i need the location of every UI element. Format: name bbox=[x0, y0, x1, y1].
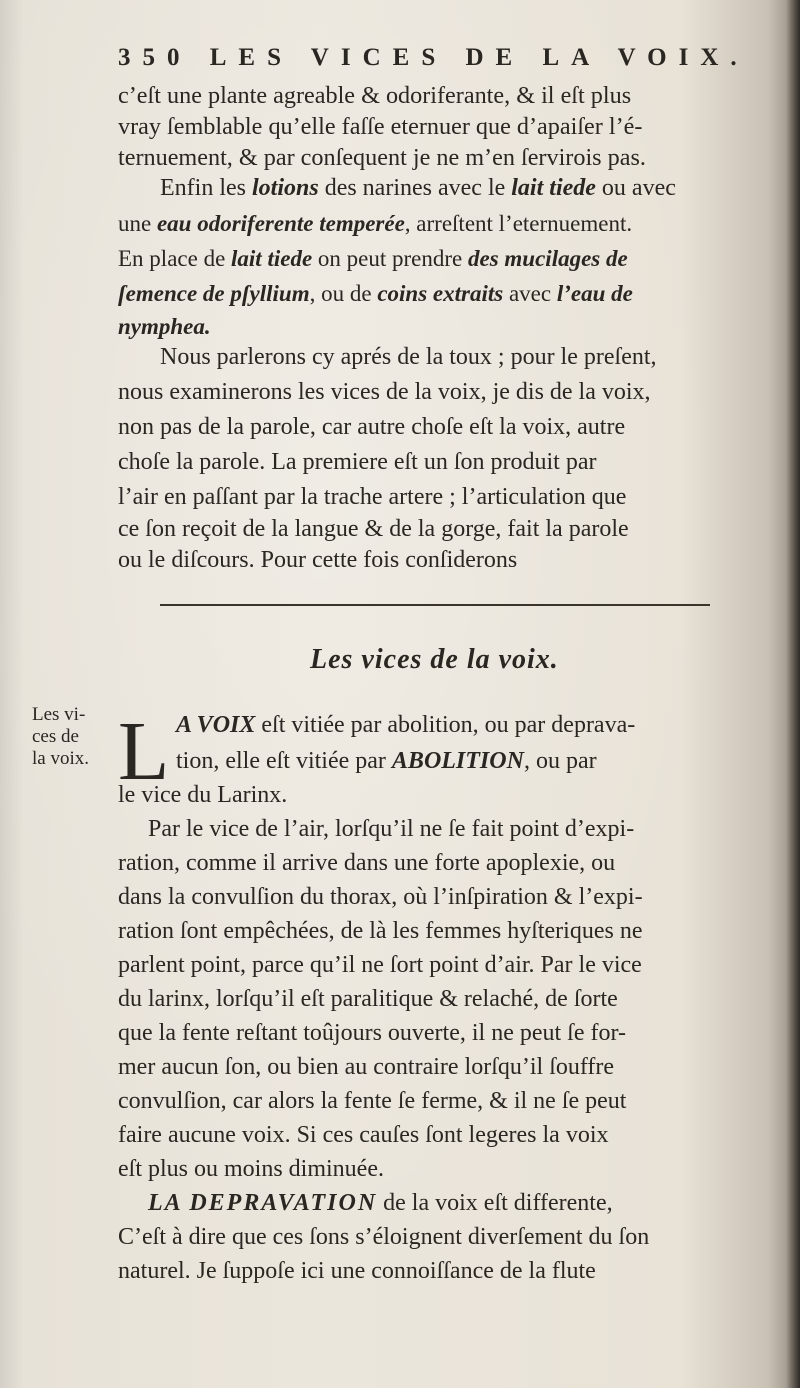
text-line: choſe la parole. La premiere eſt un ſon produit par bbox=[118, 449, 597, 475]
text-line: ternuement, & par conſequent je ne m’en ſervirois pas. bbox=[118, 144, 646, 171]
text-line bbox=[160, 173, 676, 204]
text-line: naturel. Je ſuppoſe ici une connoiſſance de la flute bbox=[118, 1258, 596, 1284]
text-run: on peut prendre bbox=[312, 246, 468, 271]
text-line: l’air en paſſant par la trache artere ; l’articulation que bbox=[118, 484, 627, 510]
text-line: convulſion, car alors la fente ſe ferme, & il ne ſe peut bbox=[118, 1088, 627, 1114]
text-run: avec bbox=[503, 281, 557, 306]
text-run: coins extraits bbox=[377, 281, 504, 306]
text-line bbox=[118, 311, 211, 342]
text-run: de la voix eſt differente, bbox=[377, 1190, 613, 1216]
text-line: parlent point, parce qu’il ne ſort point d’air. Par le vice bbox=[118, 952, 642, 978]
text-line bbox=[118, 278, 633, 309]
text-run: A VOIX bbox=[176, 712, 256, 738]
margin-note bbox=[32, 704, 112, 770]
text-line: le vice du Larinx. bbox=[118, 782, 288, 808]
text-run: , arreſtent l’eternuement. bbox=[404, 211, 633, 236]
margin-note-line: Les vi- bbox=[32, 704, 86, 725]
text-run: des mucilages de bbox=[468, 246, 628, 271]
text-line bbox=[176, 710, 635, 741]
text-line: ration ſont empêchées, de là les femmes hyſteriques ne bbox=[118, 918, 643, 944]
text-line: vray ſemblable qu’elle faſſe eternuer que d’apaiſer l’é- bbox=[118, 113, 643, 140]
text-run: eau odoriferente temperée bbox=[156, 211, 405, 236]
running-head: 350 LES VICES DE LA VOIX. bbox=[118, 44, 749, 71]
text-line: non pas de la parole, car autre choſe eſt la voix, autre bbox=[118, 414, 626, 440]
text-line: ce ſon reçoit de la langue & de la gorge, fait la parole bbox=[118, 516, 629, 542]
text-line: nous examinerons les vices de la voix, je dis de la voix, bbox=[118, 379, 651, 405]
text-line: mer aucun ſon, ou bien au contraire lorſqu’il ſouffre bbox=[118, 1054, 615, 1080]
section-rule bbox=[160, 604, 710, 606]
text-run: nymphea. bbox=[118, 314, 211, 339]
text-line: dans la convulſion du thorax, où l’inſpiration & l’expi- bbox=[118, 884, 643, 910]
margin-note-line: la voix. bbox=[32, 748, 89, 769]
text-line bbox=[176, 746, 597, 777]
text-run: tion, elle eſt vitiée par bbox=[176, 748, 392, 774]
text-run: ABOLITION bbox=[391, 748, 524, 774]
text-line bbox=[118, 208, 632, 239]
drop-cap: L bbox=[118, 705, 170, 798]
text-line: eſt plus ou moins diminuée. bbox=[118, 1156, 384, 1182]
margin-note-line: ces de bbox=[32, 726, 79, 747]
text-run: des narines avec le bbox=[318, 175, 512, 201]
text-run: l’eau de bbox=[556, 281, 633, 306]
section-title: Les vices de la voix. bbox=[310, 644, 559, 675]
text-run: lait tiede bbox=[231, 246, 313, 271]
text-run: une bbox=[118, 211, 157, 236]
text-run: Enfin les bbox=[160, 175, 252, 201]
text-line: faire aucune voix. Si ces cauſes ſont legeres la voix bbox=[118, 1122, 609, 1148]
text-run: ou avec bbox=[595, 175, 676, 201]
text-line bbox=[148, 1188, 613, 1219]
text-run: , ou de bbox=[309, 281, 378, 306]
text-line: c’eſt une plante agreable & odoriferante, & il eſt plus bbox=[118, 82, 632, 109]
text-run: , ou par bbox=[523, 748, 597, 774]
text-line: Par le vice de l’air, lorſqu’il ne ſe fait point d’expi- bbox=[148, 816, 635, 842]
text-line: ration, comme il arrive dans une forte apoplexie, ou bbox=[118, 850, 616, 876]
text-run: LA DEPRAVATION bbox=[148, 1190, 378, 1216]
text-line: C’eſt à dire que ces ſons s’éloignent diverſement du ſon bbox=[118, 1224, 650, 1250]
text-line: Nous parlerons cy aprés de la toux ; pour le preſent, bbox=[160, 344, 657, 370]
text-run: lotions bbox=[251, 175, 319, 201]
text-run: eſt vitiée par abolition, ou par deprava- bbox=[255, 712, 636, 738]
text-run: lait tiede bbox=[511, 175, 596, 201]
text-run: En place de bbox=[118, 246, 232, 271]
text-line: ou le diſcours. Pour cette fois conſiderons bbox=[118, 547, 518, 573]
text-line bbox=[118, 243, 628, 274]
text-run: ſemence de pſyllium bbox=[118, 281, 310, 306]
text-line: du larinx, lorſqu’il eſt paralitique & relaché, de ſorte bbox=[118, 986, 618, 1012]
text-line: que la fente reſtant toûjours ouverte, il ne peut ſe for- bbox=[118, 1020, 626, 1046]
